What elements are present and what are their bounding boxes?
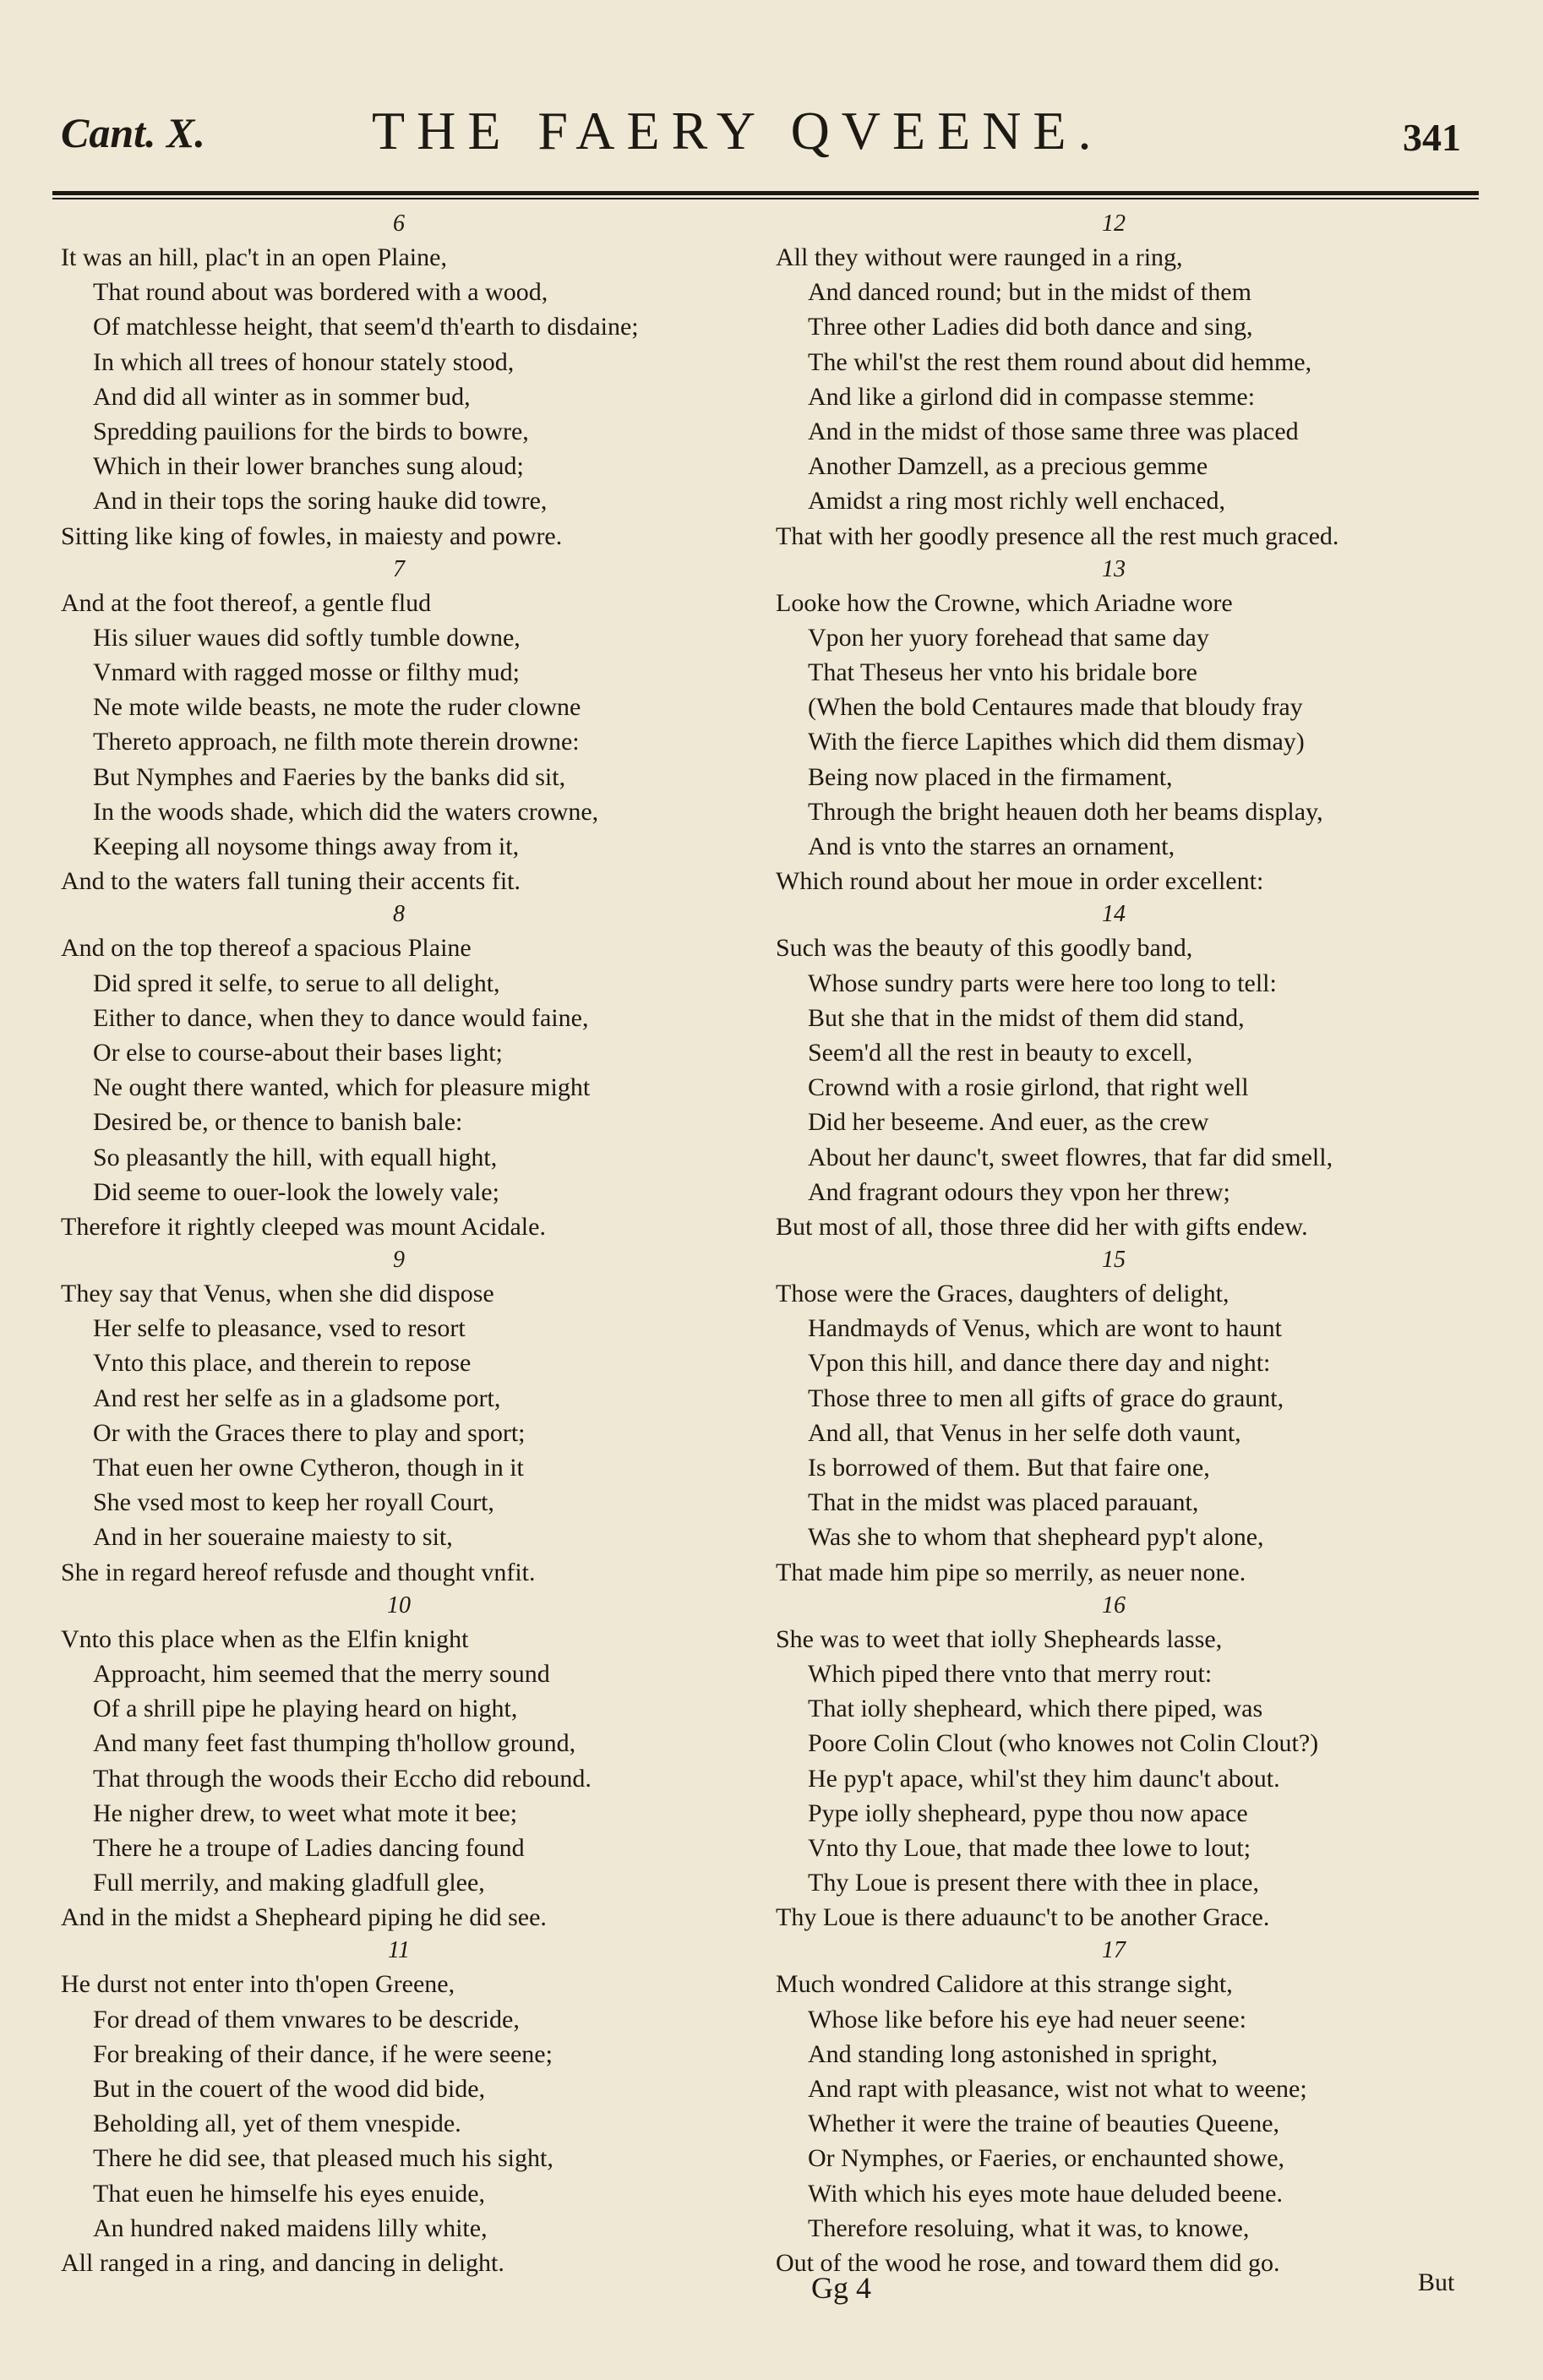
stanza bbox=[776, 898, 1452, 1244]
stanza bbox=[61, 1244, 737, 1590]
verse-line: And in the midst of those same three was placed bbox=[808, 417, 1299, 445]
verse-line: Vnto this place, and therein to repose bbox=[93, 1349, 472, 1378]
verse-line: She in regard hereof refusde and thought vnfit. bbox=[61, 1558, 536, 1586]
catchword: But bbox=[1418, 2268, 1455, 2296]
verse-line: But most of all, those three did her with gifts endew. bbox=[776, 1212, 1308, 1241]
stanza-number: 8 bbox=[393, 901, 405, 928]
verse-line: Thy Loue is present there with thee in place, bbox=[808, 1869, 1259, 1897]
verse-line: Which round about her moue in order excellent: bbox=[776, 867, 1264, 896]
verse-line: Those three to men all gifts of grace do graunt, bbox=[808, 1384, 1284, 1412]
verse-line: But in the couert of the wood did bide, bbox=[93, 2075, 486, 2103]
verse-line: And on the top thereof a spacious Plaine bbox=[61, 934, 472, 963]
verse-line: Ne ought there wanted, which for pleasure might bbox=[93, 1073, 591, 1102]
header-rule-thin bbox=[52, 198, 1479, 199]
canto-heading: Cant. X. bbox=[61, 109, 205, 156]
verse-line: But Nymphes and Faeries by the banks did sit, bbox=[93, 762, 566, 791]
verse-line: Much wondred Calidore at this strange sight, bbox=[776, 1970, 1233, 1999]
stanza-number: 9 bbox=[393, 1247, 405, 1274]
stanza-number: 16 bbox=[1102, 1591, 1126, 1619]
verse-line: Or with the Graces there to play and sport; bbox=[93, 1418, 526, 1447]
stanza-number: 7 bbox=[393, 555, 405, 582]
verse-line: That round about was bordered with a wood, bbox=[93, 278, 548, 307]
verse-line: Poore Colin Clout (who knowes not Colin Clout?) bbox=[808, 1729, 1319, 1758]
running-title: THE FAERY QVEENE. bbox=[372, 101, 1104, 161]
verse-line: Seem'd all the rest in beauty to excell, bbox=[808, 1038, 1193, 1067]
verse-line: Vpon her yuory forehead that same day bbox=[808, 623, 1209, 652]
verse-line: Did seeme to ouer-look the lowely vale; bbox=[93, 1177, 499, 1206]
verse-line: He nigher drew, to weet what mote it bee; bbox=[93, 1799, 518, 1827]
verse-line: That through the woods their Eccho did rebound. bbox=[93, 1764, 592, 1793]
verse-line: Vnto thy Loue, that made thee lowe to lout; bbox=[808, 1833, 1251, 1862]
verse-line: Pype iolly shepheard, pype thou now apace bbox=[808, 1799, 1248, 1827]
stanza-number: 12 bbox=[1102, 210, 1126, 237]
verse-line: With the fierce Lapithes which did them dismay) bbox=[808, 728, 1305, 756]
verse-line: Through the bright heauen doth her beams display, bbox=[808, 797, 1323, 826]
verse-line: And danced round; but in the midst of them bbox=[808, 278, 1251, 307]
stanza-number: 10 bbox=[387, 1591, 411, 1619]
verse-line: For dread of them vnwares to be descride, bbox=[93, 2005, 520, 2033]
verse-line: Approacht, him seemed that the merry sound bbox=[93, 1659, 550, 1688]
verse-line: Of a shrill pipe he playing heard on hight, bbox=[93, 1695, 518, 1723]
verse-line: With which his eyes mote haue deluded beene. bbox=[808, 2179, 1283, 2208]
verse-line: And like a girlond did in compasse stemme: bbox=[808, 382, 1256, 411]
verse-line: She was to weet that iolly Shepheards lasse, bbox=[776, 1624, 1223, 1653]
verse-line: Vpon this hill, and dance there day and night: bbox=[808, 1349, 1271, 1378]
verse-line: In which all trees of honour stately stood, bbox=[93, 347, 515, 376]
verse-line: Therefore resoluing, what it was, to knowe, bbox=[808, 2214, 1250, 2242]
verse-line: Amidst a ring most richly well enchaced, bbox=[808, 487, 1226, 516]
verse-line: Either to dance, when they to dance would faine, bbox=[93, 1003, 589, 1032]
verse-line: Spredding pauilions for the birds to bowre, bbox=[93, 417, 529, 445]
page-number: 341 bbox=[1403, 116, 1461, 159]
verse-line: Desired be, or thence to banish bale: bbox=[93, 1108, 463, 1137]
stanza-number: 13 bbox=[1102, 555, 1126, 582]
header-rule bbox=[52, 191, 1479, 195]
verse-line: Vnmard with ragged mosse or filthy mud; bbox=[93, 658, 520, 687]
verse-line: Whose sundry parts were here too long to tell: bbox=[808, 969, 1277, 997]
verse-line: And standing long astonished in spright, bbox=[808, 2039, 1218, 2068]
verse-line: And at the foot thereof, a gentle flud bbox=[61, 588, 432, 617]
verse-line: Thy Loue is there aduaunc't to be another Grace. bbox=[776, 1903, 1270, 1932]
verse-line: Whose like before his eye had neuer seene: bbox=[808, 2005, 1246, 2033]
verse-line: And in her soueraine maiesty to sit, bbox=[93, 1523, 453, 1552]
verse-line: Crownd with a rosie girlond, that right well bbox=[808, 1073, 1249, 1102]
verse-line: That in the midst was placed parauant, bbox=[808, 1488, 1199, 1517]
stanza bbox=[776, 1590, 1452, 1935]
verse-line: He durst not enter into th'open Greene, bbox=[61, 1970, 455, 1999]
verse-line: Or Nymphes, or Faeries, or enchaunted showe, bbox=[808, 2144, 1285, 2173]
stanza bbox=[61, 208, 737, 554]
verse-line: Those were the Graces, daughters of delight, bbox=[776, 1280, 1229, 1308]
verse-line: Therefore it rightly cleeped was mount Acidale. bbox=[61, 1212, 546, 1241]
stanza bbox=[776, 208, 1452, 554]
verse-line: Whether it were the traine of beauties Queene, bbox=[808, 2110, 1280, 2138]
verse-line: Which piped there vnto that merry rout: bbox=[808, 1659, 1213, 1688]
verse-line: That euen he himselfe his eyes enuide, bbox=[93, 2179, 486, 2208]
verse-line: Handmayds of Venus, which are wont to haunt bbox=[808, 1314, 1283, 1343]
stanza-number: 17 bbox=[1102, 1937, 1126, 1964]
stanza bbox=[776, 1935, 1452, 2280]
verse-line: That Theseus her vnto his bridale bore bbox=[808, 658, 1197, 687]
verse-line: He pyp't apace, whil'st they him daunc't about. bbox=[808, 1764, 1280, 1793]
verse-line: Sitting like king of fowles, in maiesty and powre. bbox=[61, 521, 563, 550]
stanza-number: 6 bbox=[393, 210, 405, 237]
stanza-number: 14 bbox=[1102, 901, 1126, 928]
verse-line: The whil'st the rest them round about did hemme, bbox=[808, 347, 1312, 376]
verse-line: For breaking of their dance, if he were seene; bbox=[93, 2039, 553, 2068]
verse-line: Is borrowed of them. But that faire one, bbox=[808, 1454, 1210, 1482]
verse-line: In the woods shade, which did the waters crowne, bbox=[93, 797, 599, 826]
left-column bbox=[61, 208, 737, 2280]
verse-line: About her daunc't, sweet flowres, that far did smell, bbox=[808, 1143, 1333, 1171]
signature-mark: Gg 4 bbox=[811, 2271, 871, 2305]
verse-line: Vnto this place when as the Elfin knight bbox=[61, 1624, 469, 1653]
verse-line: An hundred naked maidens lilly white, bbox=[93, 2214, 488, 2242]
stanza-number: 11 bbox=[388, 1937, 410, 1964]
verse-line: And to the waters fall tuning their accents fit. bbox=[61, 867, 521, 896]
verse-line: And many feet fast thumping th'hollow ground, bbox=[93, 1729, 576, 1758]
verse-line: Which in their lower branches sung aloud; bbox=[93, 452, 524, 481]
verse-line: She vsed most to keep her royall Court, bbox=[93, 1488, 494, 1517]
verse-line: All ranged in a ring, and dancing in delight. bbox=[61, 2248, 504, 2277]
verse-line: There he a troupe of Ladies dancing found bbox=[93, 1833, 525, 1862]
verse-line: Of matchlesse height, that seem'd th'earth to disdaine; bbox=[93, 313, 639, 341]
verse-line: And in their tops the soring hauke did towre, bbox=[93, 487, 548, 516]
stanza bbox=[776, 1244, 1452, 1590]
verse-line: (When the bold Centaures made that bloudy fray bbox=[808, 693, 1303, 722]
verse-line: Did her beseeme. And euer, as the crew bbox=[808, 1108, 1209, 1137]
verse-line: And did all winter as in sommer bud, bbox=[93, 382, 471, 411]
verse-line: And is vnto the starres an ornament, bbox=[808, 832, 1175, 860]
verse-line: Did spred it selfe, to serue to all delight, bbox=[93, 969, 500, 997]
verse-line: And rapt with pleasance, wist not what to weene; bbox=[808, 2075, 1307, 2103]
verse-line: They say that Venus, when she did dispose bbox=[61, 1280, 494, 1308]
verse-line: Out of the wood he rose, and toward them did go. bbox=[776, 2248, 1280, 2277]
stanza bbox=[776, 554, 1452, 899]
verse-line: And rest her selfe as in a gladsome port, bbox=[93, 1384, 501, 1412]
verse-line: And all, that Venus in her selfe doth vaunt, bbox=[808, 1418, 1241, 1447]
verse-line: Was she to whom that shepheard pyp't alone, bbox=[808, 1523, 1264, 1552]
verse-line: Or else to course-about their bases light; bbox=[93, 1038, 503, 1067]
stanza bbox=[61, 1935, 737, 2280]
verse-line: So pleasantly the hill, with equall hight, bbox=[93, 1143, 498, 1171]
verse-line: It was an hill, plac't in an open Plaine, bbox=[61, 243, 447, 271]
stanza bbox=[61, 898, 737, 1244]
verse-line: Three other Ladies did both dance and sing, bbox=[808, 313, 1253, 341]
verse-line: Ne mote wilde beasts, ne mote the ruder clowne bbox=[93, 693, 581, 722]
stanza bbox=[61, 1590, 737, 1935]
verse-line: Beholding all, yet of them vnespide. bbox=[93, 2110, 461, 2138]
verse-line: Being now placed in the firmament, bbox=[808, 762, 1173, 791]
verse-line: Another Damzell, as a precious gemme bbox=[808, 452, 1208, 481]
verse-line: But she that in the midst of them did stand, bbox=[808, 1003, 1245, 1032]
verse-line: Such was the beauty of this goodly band, bbox=[776, 934, 1193, 963]
verse-line: Keeping all noysome things away from it, bbox=[93, 832, 520, 860]
verse-line: That made him pipe so merrily, as neuer none. bbox=[776, 1558, 1246, 1586]
verse-line: That with her goodly presence all the rest much graced. bbox=[776, 521, 1339, 550]
verse-line: Her selfe to pleasance, vsed to resort bbox=[93, 1314, 466, 1343]
verse-line: All they without were raunged in a ring, bbox=[776, 243, 1183, 271]
verse-line: And in the midst a Shepheard piping he did see. bbox=[61, 1903, 547, 1932]
verse-line: That euen her owne Cytheron, though in it bbox=[93, 1454, 524, 1482]
stanza bbox=[61, 554, 737, 899]
verse-line: And fragrant odours they vpon her threw; bbox=[808, 1177, 1230, 1206]
verse-line: Full merrily, and making gladfull glee, bbox=[93, 1869, 485, 1897]
right-column bbox=[776, 208, 1452, 2280]
verse-line: Looke how the Crowne, which Ariadne wore bbox=[776, 588, 1233, 617]
verse-line: There he did see, that pleased much his sight, bbox=[93, 2144, 553, 2173]
stanza-number: 15 bbox=[1102, 1247, 1126, 1274]
verse-line: Thereto approach, ne filth mote therein drowne: bbox=[93, 728, 580, 756]
verse-line: His siluer waues did softly tumble downe, bbox=[93, 623, 521, 652]
verse-line: That iolly shepheard, which there piped, was bbox=[808, 1695, 1263, 1723]
